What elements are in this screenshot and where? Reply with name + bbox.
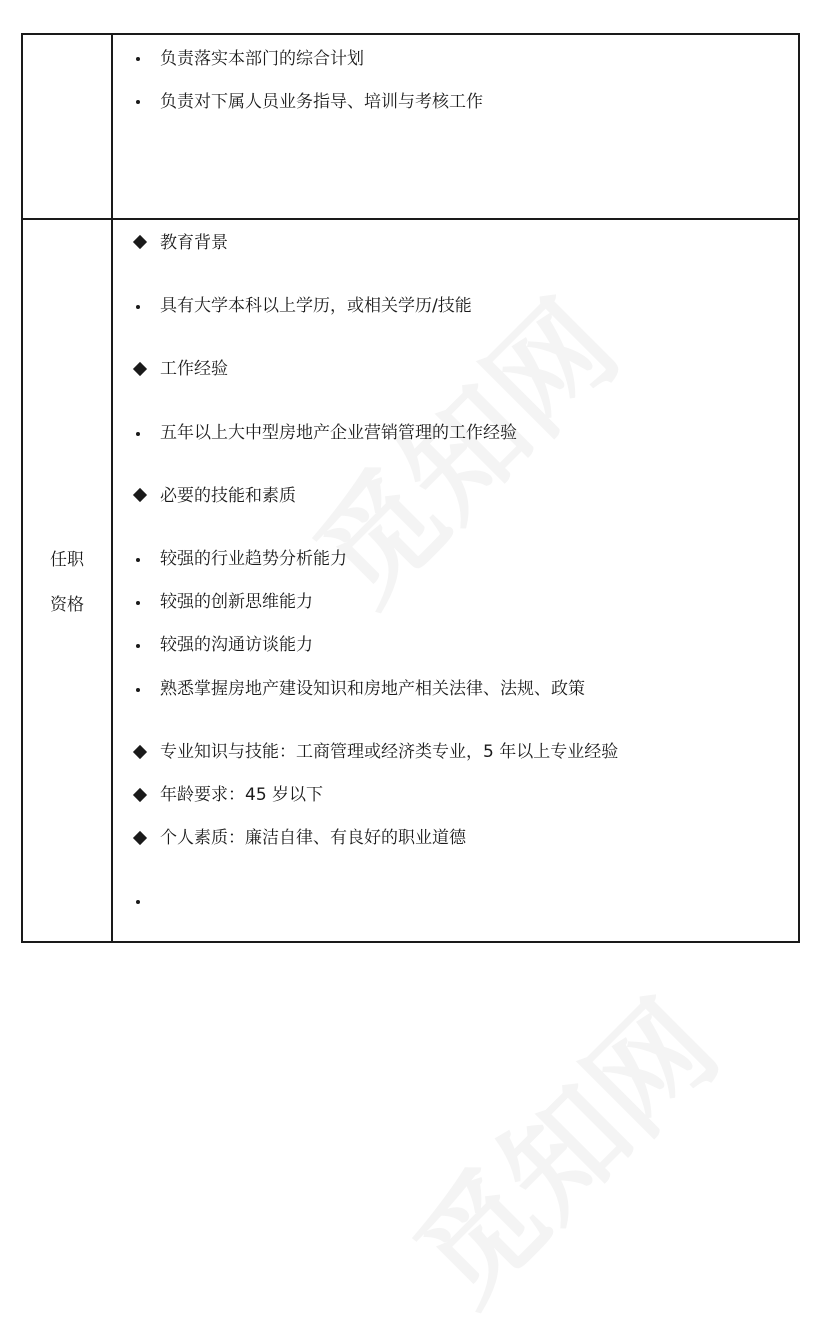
row-label-line1: 任职 [50,550,84,570]
skill-item: 较强的行业趋势分析能力 [160,549,347,569]
list-item: 负责对下属人员业务指导、培训与考核工作 [160,92,483,112]
watermark-bottom [372,958,748,1334]
education-heading: 教育背景 [160,233,228,253]
skill-item: 较强的沟通访谈能力 [160,635,313,655]
bullet-dot [136,644,140,648]
bullet-dot [136,601,140,605]
bullet-dot [136,558,140,562]
skill-item: 熟悉掌握房地产建设知识和房地产相关法律、法规、政策 [160,679,585,699]
row-label-line2: 资格 [50,595,84,615]
skill-item: 较强的创新思维能力 [160,592,313,612]
row-divider [23,218,798,220]
bullet-dot [136,432,140,436]
bullet-dot [136,57,140,61]
bullet-dot [136,100,140,104]
professional-requirement: 专业知识与技能：工商管理或经济类专业，5 年以上专业经验 [160,742,619,762]
bullet-dot [136,900,140,904]
age-requirement: 年龄要求：45 岁以下 [160,785,324,805]
bullet-dot [136,688,140,692]
list-item: 负责落实本部门的综合计划 [160,49,364,69]
responsibilities-table [21,33,800,943]
column-divider [111,35,113,941]
bullet-dot [136,305,140,309]
education-item: 具有大学本科以上学历，或相关学历/技能 [160,296,472,316]
character-requirement: 个人素质：廉洁自律、有良好的职业道德 [160,828,466,848]
skills-heading: 必要的技能和素质 [160,486,296,506]
experience-item: 五年以上大中型房地产企业营销管理的工作经验 [160,423,517,443]
experience-heading: 工作经验 [160,359,228,379]
